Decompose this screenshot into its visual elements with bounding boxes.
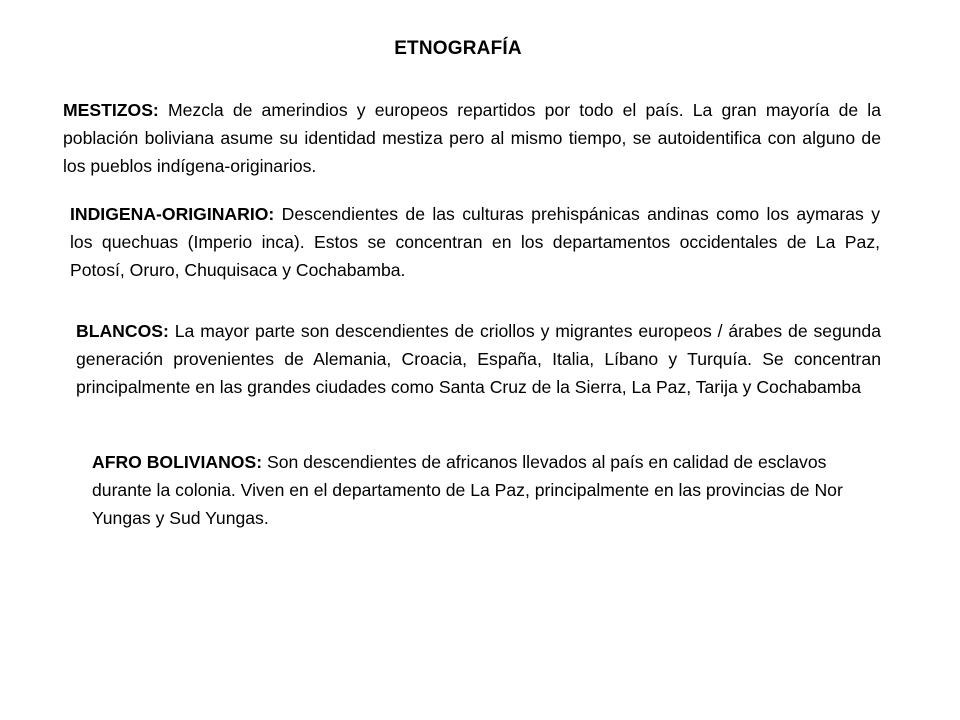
section-blancos [76, 317, 881, 401]
page-title: ETNOGRAFÍA [394, 38, 522, 59]
section-indigena-originario [70, 200, 880, 284]
section-text: La mayor parte son descendientes de criollos y migrantes europeos / árabes de segunda generación provenientes de Alemania, Croacia, España, Italia, Líbano y Turquía. Se concentran principalmente en las grandes ciudades como Santa Cruz de la Sierra, La Paz, Tarija y Cochabamba [76, 321, 882, 397]
section-text: Son descendientes de africanos llevados al país en calidad de esclavos durante la colonia. Viven en el departamento de La Paz, principalmente en las provincias de Nor Yungas y Sud Yungas. [92, 452, 843, 528]
section-text: Descendientes de las culturas prehispánicas andinas como los aymaras y los quechuas (Imperio inca). Estos se concentran en los departamentos occidentales de La Paz, Potosí, Oruro, Chuquisaca y Cochabamba. [70, 204, 880, 280]
section-label: MESTIZOS: [63, 100, 159, 120]
section-text: Mezcla de amerindios y europeos repartidos por todo el país. La gran mayoría de la población boliviana asume su identidad mestiza pero al mismo tiempo, se autoidentifica con alguno de los pueblos indígena-originarios. [63, 100, 881, 176]
section-afro-bolivianos [92, 448, 867, 532]
section-label: INDIGENA-ORIGINARIO: [70, 204, 275, 224]
section-mestizos [63, 96, 881, 180]
section-label: BLANCOS: [76, 321, 169, 341]
section-label: AFRO BOLIVIANOS: [92, 452, 263, 472]
